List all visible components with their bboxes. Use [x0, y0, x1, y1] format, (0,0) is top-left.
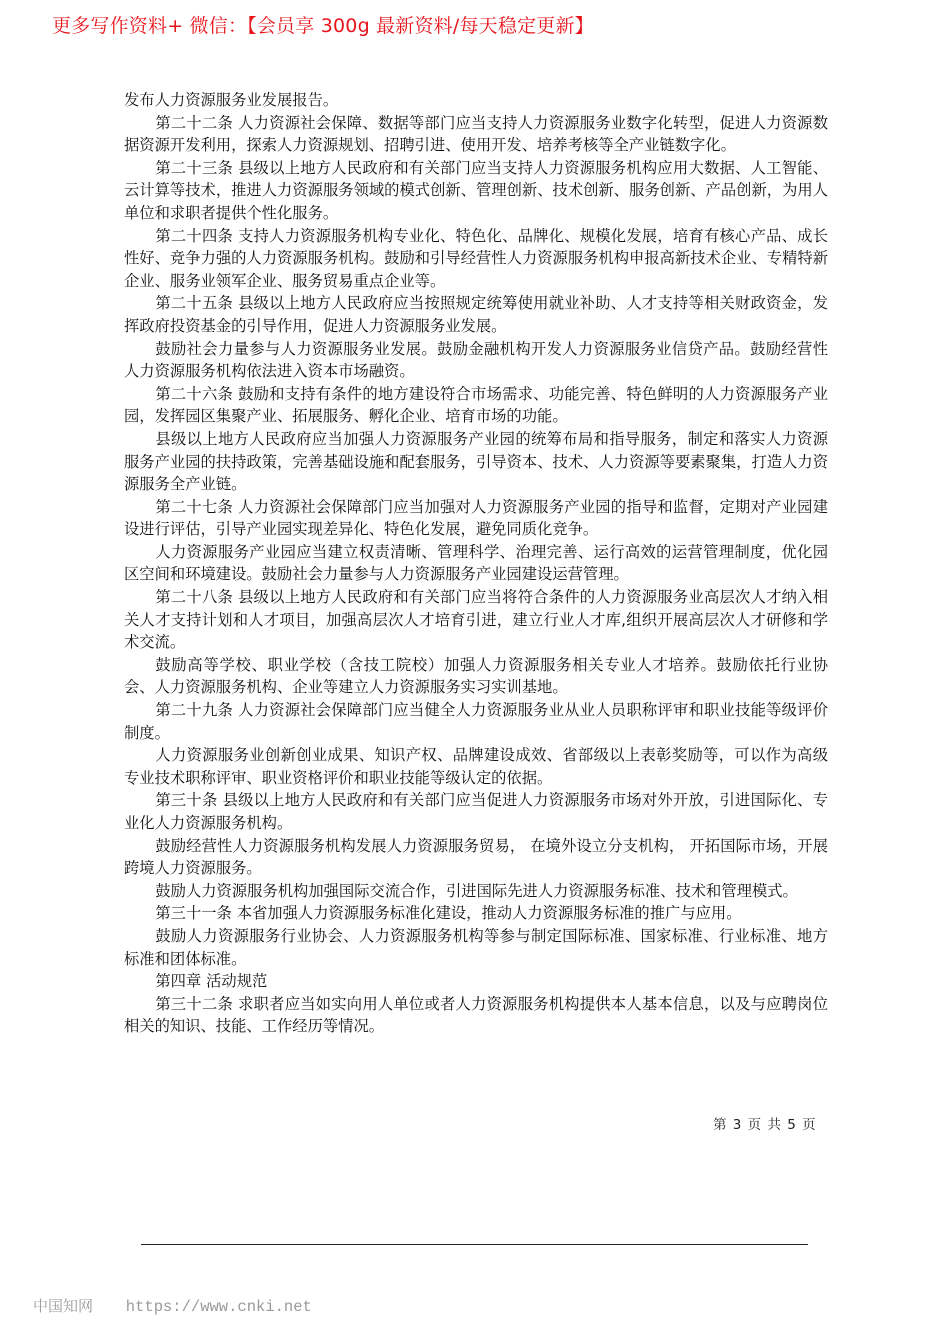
paragraph: 鼓励经营性人力资源服务机构发展人力资源服务贸易， 在境外设立分支机构， 开拓国际市场，开展跨境人力资源服务。	[124, 836, 828, 878]
chapter-heading: 第四章 活动规范	[155, 972, 268, 991]
paragraph: 发布人力资源服务业发展报告。	[124, 91, 339, 109]
paragraph-article-25: 第二十五条 县级以上地方人民政府应当按照规定统筹使用就业补助、人才支持等相关财政资金，发挥政府投资基金的引导作用，促进人力资源服务业发展。	[124, 294, 828, 335]
watermark	[33, 1295, 312, 1316]
paragraph-article-24: 第二十四条 支持人力资源服务机构专业化、特色化、品牌化、规模化发展，培育有核心产品、成长性好、竞争力强的人力资源服务机构。鼓励和引导经营性人力资源服务机构申报高新技术企业、专精特新企业、服务业领军企业、服务贸易重点企业等。	[124, 226, 828, 290]
promo-banner: 更多写作资料+ 微信：【会员享 300g 最新资料/每天稳定更新】	[52, 15, 594, 37]
paragraph-article-23: 第二十三条 县级以上地方人民政府和有关部门应当支持人力资源服务机构应用大数据、人工智能、云计算等技术，推进人力资源服务领域的模式创新、管理创新、技术创新、服务创新、产品创新，为用人单位和求职者提供个性化服务。	[124, 158, 828, 222]
paragraph: 鼓励人力资源服务行业协会、人力资源服务机构等参与制定国际标准、国家标准、行业标准、地方标准和团体标准。	[124, 926, 828, 968]
page-number: 第 3 页 共 5 页	[713, 1117, 817, 1133]
paragraph-article-22: 第二十二条 人力资源社会保障、数据等部门应当支持人力资源服务业数字化转型，促进人力资源数据资源开发利用，探索人力资源规划、招聘引进、使用开发、培养考核等全产业链数字化。	[124, 113, 828, 155]
paragraph-article-27: 第二十七条 人力资源社会保障部门应当加强对人力资源服务产业园的指导和监督，定期对产业园建设进行评估，引导产业园实现差异化、特色化发展，避免同质化竞争。	[124, 497, 828, 539]
paragraph: 人力资源服务业创新创业成果、知识产权、品牌建设成效、省部级以上表彰奖励等，可以作为高级专业技术职称评审、职业资格评价和职业技能等级认定的依据。	[124, 746, 828, 787]
document-body	[124, 89, 828, 1038]
paragraph-article-30: 第三十条 县级以上地方人民政府和有关部门应当促进人力资源服务市场对外开放，引进国际化、专业化人力资源服务机构。	[124, 791, 828, 832]
paragraph-article-32: 第三十二条 求职者应当如实向用人单位或者人力资源服务机构提供本人基本信息，以及与应聘岗位相关的知识、技能、工作经历等情况。	[124, 994, 828, 1036]
watermark-name: 中国知网	[33, 1297, 94, 1315]
paragraph-article-31: 第三十一条 本省加强人力资源服务标准化建设，推动人力资源服务标准的推广与应用。	[155, 904, 742, 923]
paragraph: 县级以上地方人民政府应当加强人力资源服务产业园的统筹布局和指导服务，制定和落实人力资源服务产业园的扶持政策，完善基础设施和配套服务，引导资本、技术、人力资源等要素聚集，打造人力资源服务全产业链。	[124, 429, 828, 494]
paragraph: 鼓励社会力量参与人力资源服务业发展。鼓励金融机构开发人力资源服务业信贷产品。鼓励经营性人力资源服务机构依法进入资本市场融资。	[124, 339, 828, 381]
paragraph-article-29: 第二十九条 人力资源社会保障部门应当健全人力资源服务业从业人员职称评审和职业技能等级评价制度。	[124, 701, 828, 742]
watermark-url: https://www.cnki.net	[125, 1298, 312, 1316]
paragraph: 人力资源服务产业园应当建立权责清晰、管理科学、治理完善、运行高效的运营管理制度，优化园区空间和环境建设。鼓励社会力量参与人力资源服务产业园建设运营管理。	[124, 542, 828, 584]
footer-divider	[141, 1244, 808, 1245]
paragraph: 鼓励高等学校、职业学校（含技工院校）加强人力资源服务相关专业人才培养。鼓励依托行业协会、人力资源服务机构、企业等建立人力资源服务实习实训基地。	[124, 655, 828, 697]
paragraph-article-26: 第二十六条 鼓励和支持有条件的地方建设符合市场需求、功能完善、特色鲜明的人力资源服务产业园，发挥园区集聚产业、拓展服务、孵化企业、培育市场的功能。	[124, 384, 828, 426]
paragraph-article-28: 第二十八条 县级以上地方人民政府和有关部门应当将符合条件的人力资源服务业高层次人才纳入相关人才支持计划和人才项目，加强高层次人才培育引进，建立行业人才库,组织开展高层次人才研修和学术交流。	[124, 588, 828, 652]
paragraph: 鼓励人力资源服务机构加强国际交流合作，引进国际先进人力资源服务标准、技术和管理模式。	[155, 881, 798, 900]
